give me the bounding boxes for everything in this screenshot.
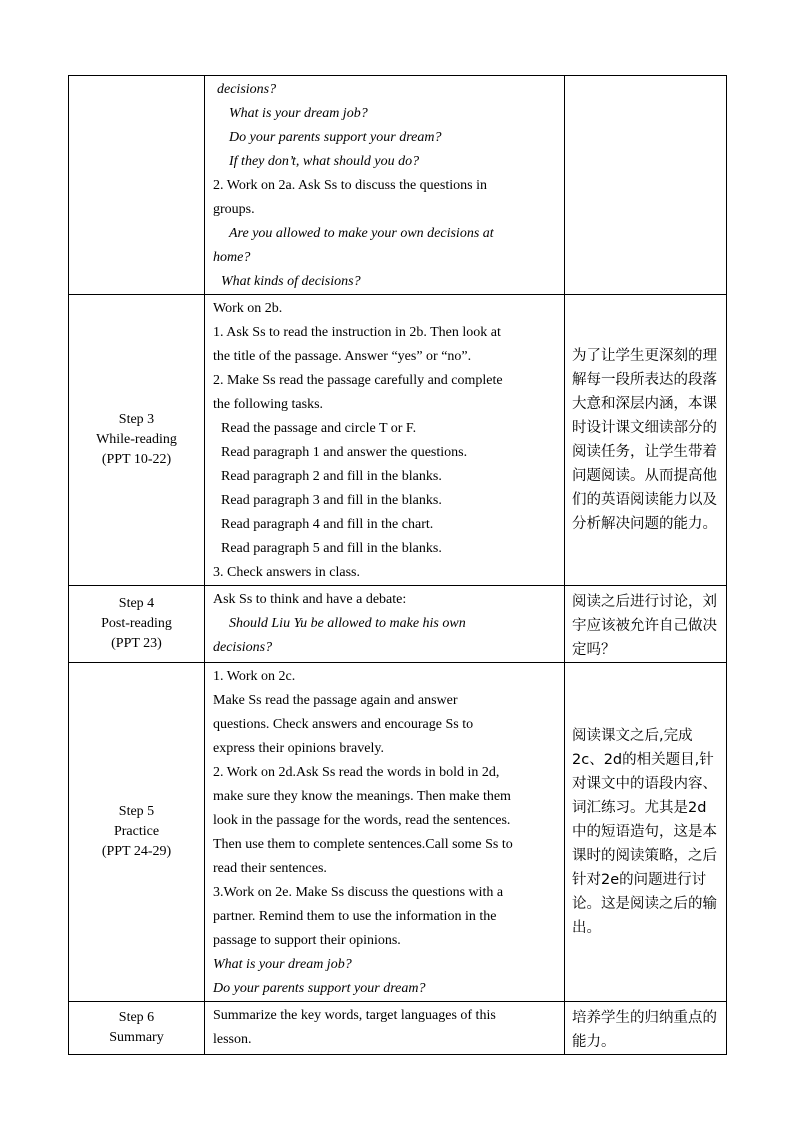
- process-line: decisions?: [217, 82, 277, 97]
- process-line: 2. Work on 2a. Ask Ss to discuss the questions in: [213, 178, 487, 193]
- step-ppt: (PPT 24-29): [101, 844, 172, 859]
- process-cell: [205, 76, 565, 295]
- purpose-cell: 培养学生的归纳重点的能力。: [565, 1002, 727, 1055]
- step-number: Step 5: [118, 804, 155, 819]
- step-ppt: (PPT 10-22): [101, 452, 172, 467]
- lesson-plan-body: [69, 76, 727, 1055]
- process-line: make sure they know the meanings. Then make them: [213, 789, 511, 804]
- process-cell: [205, 295, 565, 586]
- process-line: partner. Remind them to use the information in the: [213, 909, 497, 924]
- purpose-cell: 阅读课文之后,完成2c、2d的相关题目,针对课文中的语段内容、词汇练习。尤其是2d中的短语造句，这是本课时的阅读策略，之后针对2e的问题进行讨论。这是阅读之后的输出。: [565, 663, 727, 1002]
- process-line: 2. Make Ss read the passage carefully and complete: [213, 373, 503, 388]
- process-line: Read paragraph 1 and answer the questions.: [221, 445, 468, 460]
- process-line: Summarize the key words, target languages of this: [213, 1008, 496, 1023]
- step-title: Summary: [109, 1030, 164, 1045]
- process-line: Read paragraph 5 and fill in the blanks.: [221, 541, 442, 556]
- step-title: Post-reading: [101, 616, 172, 631]
- process-line: What kinds of decisions?: [221, 274, 361, 289]
- process-line: Read paragraph 2 and fill in the blanks.: [221, 469, 442, 484]
- process-line: 3. Check answers in class.: [213, 565, 360, 580]
- process-line: the following tasks.: [213, 397, 324, 412]
- table-row: [69, 76, 727, 295]
- process-line: 1. Work on 2c.: [213, 669, 296, 684]
- process-line: What is your dream job?: [213, 957, 352, 972]
- table-row: [69, 295, 727, 586]
- process-line: Read paragraph 4 and fill in the chart.: [221, 517, 434, 532]
- process-line: Are you allowed to make your own decisions at: [229, 226, 494, 241]
- process-cell: [205, 1002, 565, 1055]
- process-line: questions. Check answers and encourage Ss to: [213, 717, 474, 732]
- process-line: Then use them to complete sentences.Call some Ss to: [213, 837, 513, 852]
- process-line: look in the passage for the words, read the sentences.: [213, 813, 511, 828]
- table-row: [69, 1002, 727, 1055]
- purpose-cell: 为了让学生更深刻的理解每一段所表达的段落大意和深层内涵，本课时设计课文细读部分的阅读任务，让学生带着问题阅读。从而提高他们的英语阅读能力以及分析解决问题的能力。: [565, 295, 727, 586]
- process-line: Do your parents support your dream?: [213, 981, 426, 996]
- process-line: Read paragraph 3 and fill in the blanks.: [221, 493, 442, 508]
- process-line: decisions?: [213, 640, 273, 655]
- purpose-cell: 阅读之后进行讨论，刘宇应该被允许自己做决定吗？: [565, 586, 727, 663]
- table-row: [69, 586, 727, 663]
- process-line: Read the passage and circle T or F.: [221, 421, 417, 436]
- step-number: Step 6: [118, 1010, 155, 1025]
- step-cell: [69, 295, 205, 586]
- process-line: the title of the passage. Answer “yes” or “no”.: [213, 349, 472, 364]
- process-line: 3.Work on 2e. Make Ss discuss the questions with a: [213, 885, 504, 900]
- process-line: express their opinions bravely.: [213, 741, 384, 756]
- process-line: 2. Work on 2d.Ask Ss read the words in bold in 2d,: [213, 765, 500, 780]
- process-cell: [205, 586, 565, 663]
- process-line: passage to support their opinions.: [213, 933, 401, 948]
- process-line: Work on 2b.: [213, 301, 283, 316]
- lesson-plan-table: [68, 75, 727, 1055]
- process-line: read their sentences.: [213, 861, 327, 876]
- process-line: Should Liu Yu be allowed to make his own: [229, 616, 466, 631]
- process-line: What is your dream job?: [229, 106, 368, 121]
- table-row: [69, 663, 727, 1002]
- step-cell: [69, 1002, 205, 1055]
- step-ppt: (PPT 23): [111, 636, 162, 651]
- process-line: lesson.: [213, 1032, 252, 1047]
- process-cell: [205, 663, 565, 1002]
- process-line: 1. Ask Ss to read the instruction in 2b. Then look at: [213, 325, 501, 340]
- step-cell: [69, 586, 205, 663]
- step-cell: [69, 663, 205, 1002]
- step-number: Step 3: [118, 412, 155, 427]
- process-line: If they don’t, what should you do?: [229, 154, 420, 169]
- purpose-cell: [565, 76, 727, 295]
- step-cell: [69, 76, 205, 295]
- step-number: Step 4: [118, 596, 155, 611]
- process-line: Ask Ss to think and have a debate:: [213, 592, 407, 607]
- process-line: Do your parents support your dream?: [229, 130, 442, 145]
- process-line: groups.: [213, 202, 255, 217]
- step-title: Practice: [113, 824, 160, 839]
- step-title: While-reading: [96, 432, 177, 447]
- process-line: home?: [213, 250, 251, 265]
- process-line: Make Ss read the passage again and answer: [213, 693, 458, 708]
